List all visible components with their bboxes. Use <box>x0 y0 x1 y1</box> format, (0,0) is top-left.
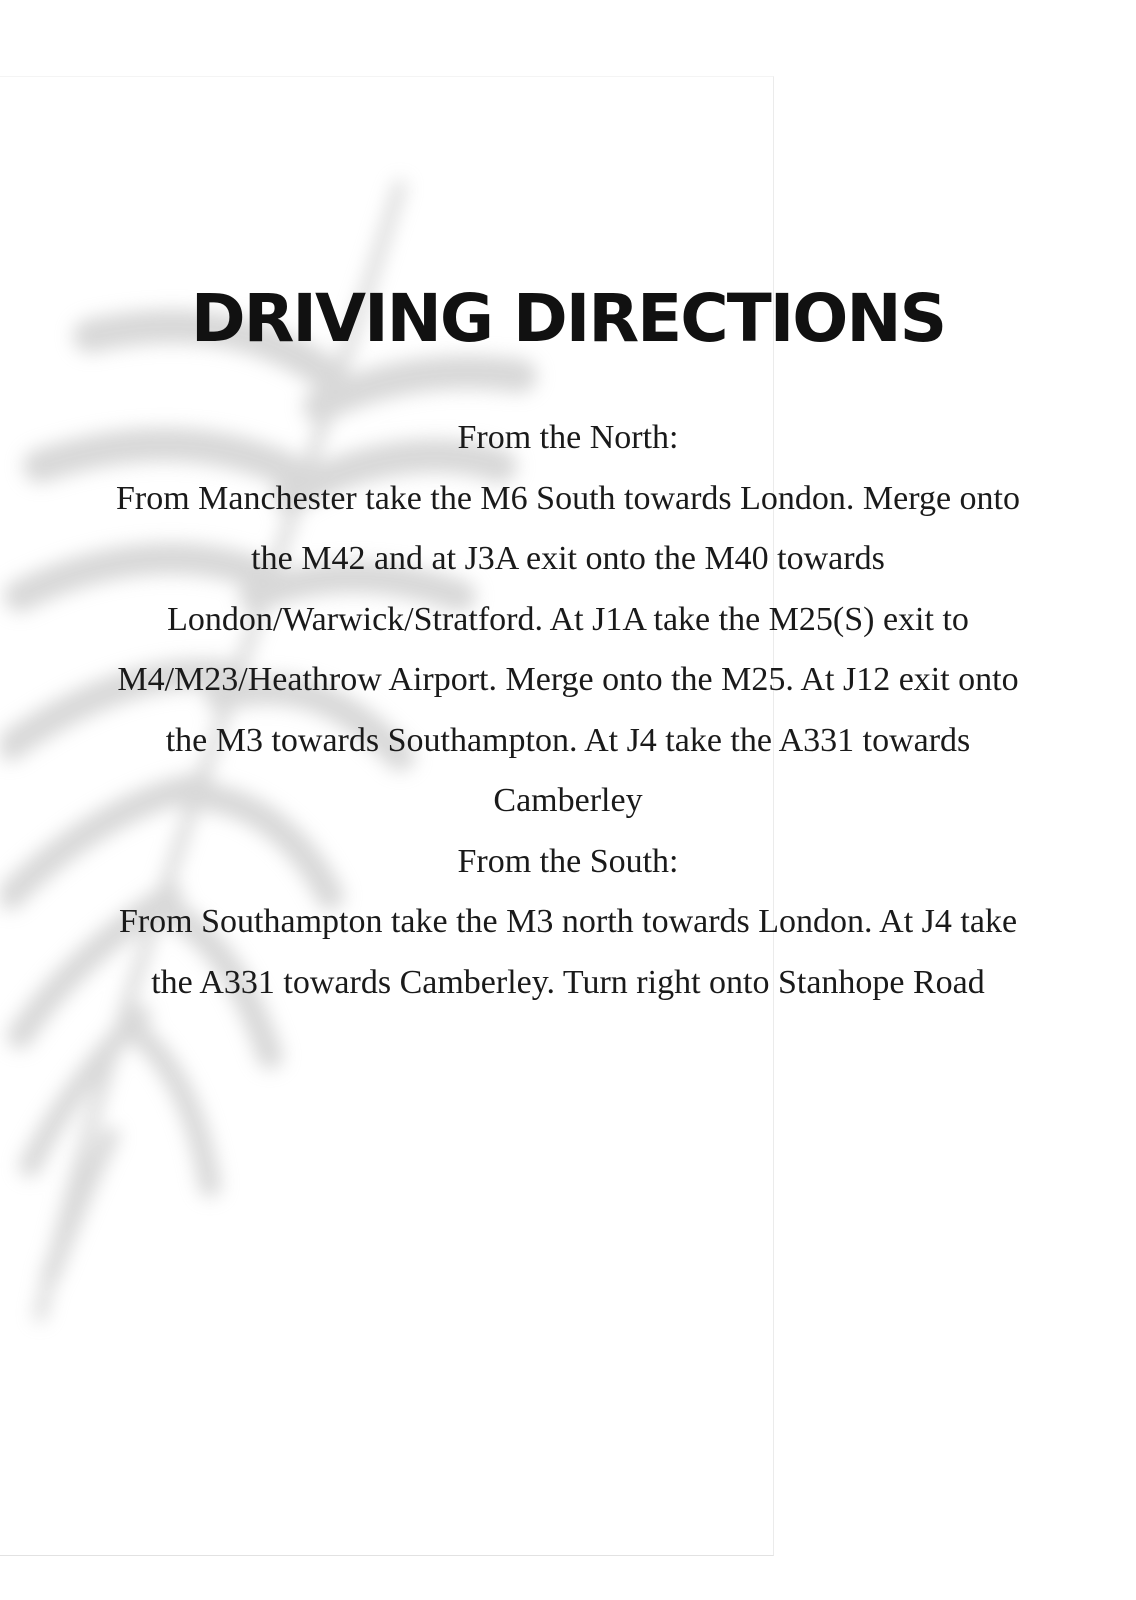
section-heading-north: From the North: <box>457 419 679 456</box>
section-text-south: From Southampton take the M3 north towards London. At J4 take the A331 towards Camberley. Turn right onto Stanhope Road <box>118 903 1018 1001</box>
page-title: DRIVING DIRECTIONS <box>190 280 946 357</box>
section-heading-south: From the South: <box>457 842 679 880</box>
section-text-north: From Manchester take the M6 South towards London. Merge onto the M42 and at J3A exit onto the M40 towards London/Warwick/Stratford. At J1A take the M25(S) exit to M4/M23/Heathrow Airport. Merge onto the M25. At J12 exit onto the M3 towards Southampton. At J4 take the A331 towards Camberley <box>115 479 1020 819</box>
directions-body <box>100 408 1036 1013</box>
